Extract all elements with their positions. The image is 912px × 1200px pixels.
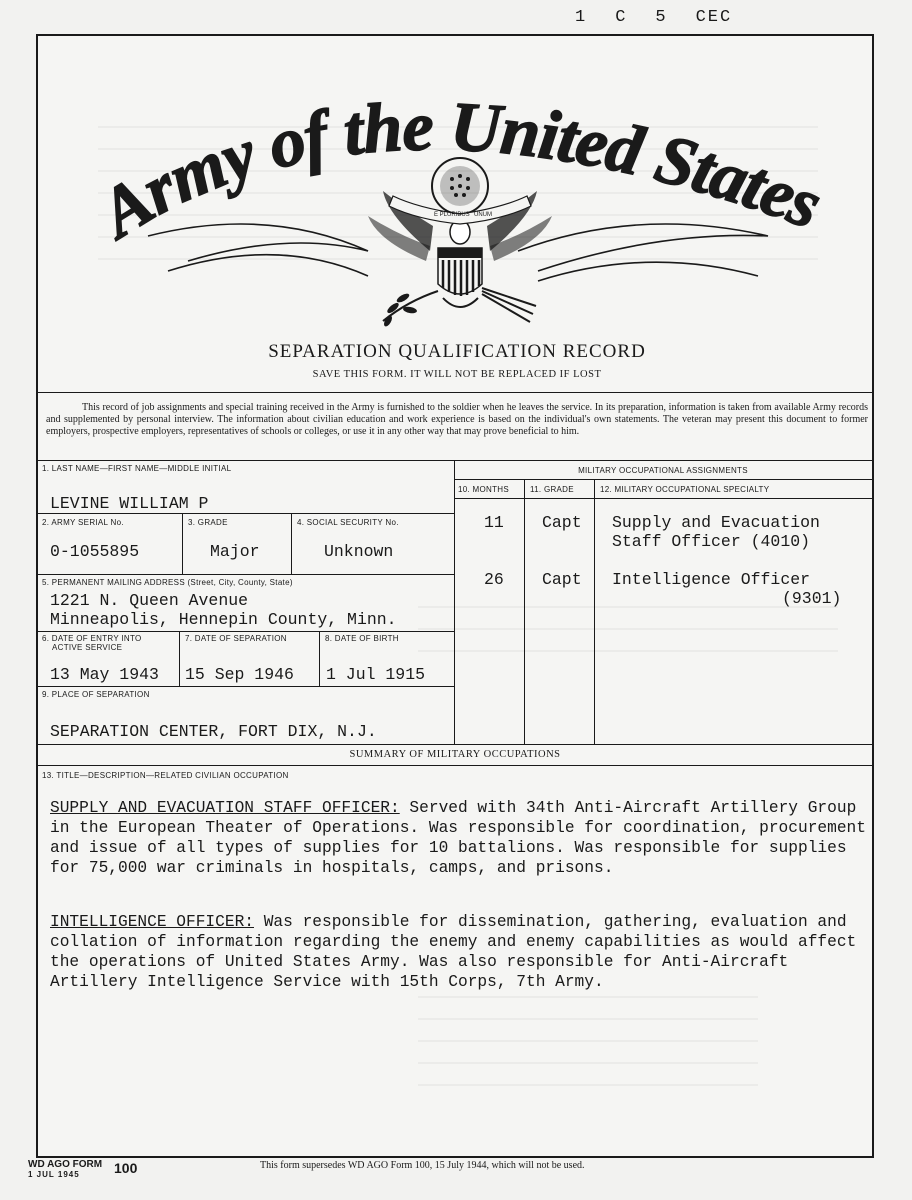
eagle-emblem (368, 158, 552, 328)
intro-paragraph: This record of job assignments and special training received in the Army is furnished to the soldier when he leaves the service. In its preparation, information is taken from available Army records and supplemented by personal interview. The information about civilian education and work experience is based on the individual's own statements. The veteran may present this document to former employers, prospective employers, representatives of schools or colleges, or use it in any other way that may prove beneficial to him. (46, 402, 868, 437)
grid-line (38, 574, 454, 575)
form-id (28, 1159, 138, 1180)
header-artwork (38, 36, 876, 336)
entry-date-label-2: ACTIVE SERVICE (52, 643, 123, 652)
top-code-2: C (615, 8, 628, 27)
grid-line (38, 631, 454, 632)
svg-text:UNUM: UNUM (474, 212, 492, 218)
assignments-title: MILITARY OCCUPATIONAL ASSIGNMENTS (578, 466, 748, 475)
grid-line (454, 479, 872, 480)
section-divider (454, 460, 455, 744)
place-label: 9. PLACE OF SEPARATION (42, 690, 150, 699)
grade-label: 3. GRADE (188, 518, 228, 527)
bleed-through-decor (418, 996, 758, 1086)
summary-label: 13. TITLE—DESCRIPTION—RELATED CIVILIAN OCCUPATION (42, 771, 289, 780)
top-code-4: CEC (695, 8, 733, 27)
place-value: SEPARATION CENTER, FORT DIX, N.J. (50, 722, 377, 741)
summary-text-2: Was responsible for dissemination, gathering, evaluation and collation of information regarding the enemy and enemy capabilities as would affect the operations of United States Army. Was also responsible for Anti-Aircraft Artillery Intelligence Service with 15th Corps, 7th Army. (50, 913, 857, 991)
ssn-value: Unknown (324, 542, 394, 561)
assignment-1-specialty: Supply and Evacuation (612, 513, 820, 532)
summary-heading-1: SUPPLY AND EVACUATION STAFF OFFICER: (50, 799, 400, 817)
assignment-1-grade: Capt (542, 513, 582, 532)
specialty-col-header: 12. MILITARY OCCUPATIONAL SPECIALTY (600, 485, 770, 494)
summary-paragraph-2 (50, 912, 870, 992)
grid-line (454, 498, 872, 499)
top-code (575, 8, 760, 27)
grid-line (319, 631, 320, 686)
grid-line (524, 479, 525, 744)
divider (38, 392, 872, 393)
assignment-2-code: (9301) (782, 589, 842, 608)
separation-date-value: 15 Sep 1946 (185, 665, 294, 684)
address-line-2: Minneapolis, Hennepin County, Minn. (50, 610, 397, 629)
separation-form (36, 34, 874, 1158)
summary-paragraph-1 (50, 798, 870, 878)
grade-value: Major (210, 542, 260, 561)
grade-col-header: 11. GRADE (530, 485, 574, 494)
address-label: 5. PERMANENT MAILING ADDRESS (Street, City, County, State) (42, 578, 293, 587)
name-value: LEVINE WILLIAM P (50, 494, 209, 513)
summary-heading-2: INTELLIGENCE OFFICER: (50, 913, 254, 931)
assignment-1-months: 11 (484, 513, 504, 532)
summary-text-1: Served with 34th Anti-Aircraft Artillery Group in the European Theater of Operations. Was responsible for coordination, procurement and issue of all types of supplies for 10 battalions. Was responsible for supplies for 75,000 war criminals in hospitals, camps, and prisons. (50, 799, 866, 877)
serial-value: 0-1055895 (50, 542, 140, 561)
serial-label: 2. ARMY SERIAL No. (42, 518, 124, 527)
birth-date-label: 8. DATE OF BIRTH (325, 634, 399, 643)
top-code-3: 5 (655, 8, 668, 27)
entry-date-value: 13 May 1943 (50, 665, 159, 684)
months-col-header: 10. MONTHS (458, 485, 510, 494)
address-line-1: 1221 N. Queen Avenue (50, 591, 249, 610)
assignment-2-specialty: Intelligence Officer (612, 570, 811, 589)
assignment-2-grade: Capt (542, 570, 582, 589)
header-banner: Army of the United States (87, 88, 831, 253)
divider (38, 744, 872, 745)
footer-note: This form supersedes WD AGO Form 100, 15 July 1944, which will not be used. (260, 1160, 585, 1171)
assignment-1-specialty-2: Staff Officer (4010) (612, 532, 811, 551)
svg-text:E PLURIBUS: E PLURIBUS (434, 212, 470, 218)
divider (38, 765, 872, 766)
ssn-label: 4. SOCIAL SECURITY No. (297, 518, 399, 527)
entry-date-label: 6. DATE OF ENTRY INTO (42, 634, 142, 643)
grid-line (38, 513, 454, 514)
form-subtitle: SAVE THIS FORM. IT WILL NOT BE REPLACED IF LOST (312, 369, 602, 380)
form-id-line-2: 1 JUL 1945 (28, 1170, 80, 1179)
bleed-through-decor (418, 606, 838, 666)
form-title: SEPARATION QUALIFICATION RECORD (268, 341, 646, 362)
summary-title: SUMMARY OF MILITARY OCCUPATIONS (349, 749, 561, 760)
assignment-2-months: 26 (484, 570, 504, 589)
separation-date-label: 7. DATE OF SEPARATION (185, 634, 287, 643)
grid-line (179, 631, 180, 686)
form-number: 100 (114, 1160, 138, 1176)
form-id-line-1: WD AGO FORM (28, 1159, 103, 1170)
grid-line (182, 513, 183, 574)
divider (38, 460, 872, 461)
grid-line (38, 686, 454, 687)
grid-line (594, 479, 595, 744)
birth-date-value: 1 Jul 1915 (326, 665, 426, 684)
grid-line (291, 513, 292, 574)
top-code-1: 1 (575, 8, 588, 27)
last-name-label: 1. LAST NAME—FIRST NAME—MIDDLE INITIAL (42, 464, 232, 473)
